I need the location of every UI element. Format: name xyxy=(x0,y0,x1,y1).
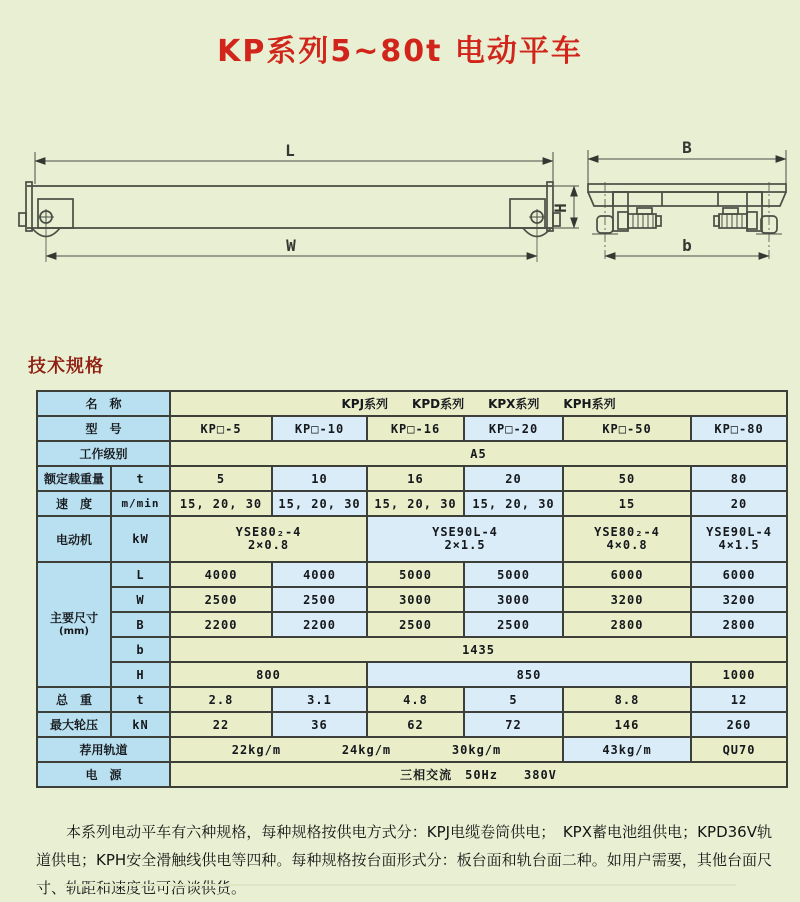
motor-label: 电动机 xyxy=(37,516,111,562)
speed-value: 15, 20, 30 xyxy=(464,491,563,516)
dims-label-text: 主要尺寸 xyxy=(49,610,98,625)
dim-value: 2500 xyxy=(170,587,272,612)
row-dim-W xyxy=(37,587,787,612)
power-label: 电 源 xyxy=(37,762,170,787)
row-dim-L xyxy=(37,562,787,587)
technical-drawing xyxy=(0,128,800,288)
motor-unit: kW xyxy=(111,516,170,562)
model-label: 型 号 xyxy=(37,416,170,441)
motor-power: 2×0.8 xyxy=(247,538,290,552)
model-value: KP□-16 xyxy=(367,416,464,441)
dim-label-b-upper: B xyxy=(682,138,692,157)
dim-value: 2800 xyxy=(691,612,787,637)
dim-value: 850 xyxy=(367,662,691,687)
model-value: KP□-50 xyxy=(563,416,691,441)
dim-key: b xyxy=(111,637,170,662)
wheelload-value: 62 xyxy=(367,712,464,737)
dim-value: 2500 xyxy=(464,612,563,637)
speed-value: 15 xyxy=(563,491,691,516)
right-buffer xyxy=(553,213,560,226)
wheelload-unit: kN xyxy=(111,712,170,737)
spec-table xyxy=(36,390,788,788)
dim-key: L xyxy=(111,562,170,587)
capacity-value: 20 xyxy=(464,466,563,491)
motor-model: YSE80₂-4 xyxy=(235,525,302,539)
description-paragraph: 本系列电动平车有六种规格，每种规格按供电方式分：KPJ电缆卷筒供电； KPX蓄电池组供电；KPD36V轨道供电；KPH安全滑触线供电等四种。每种规格按台面形式分：板台面和轨台面二种。如用户需要，其他台面尺寸、轨距和速度也可洽谈供货。 xyxy=(36,823,772,897)
dims-label xyxy=(37,562,111,687)
motor-cell xyxy=(367,516,563,562)
wheelload-value: 72 xyxy=(464,712,563,737)
wheelload-value: 260 xyxy=(691,712,787,737)
motor-cell xyxy=(170,516,367,562)
dim-value: 3200 xyxy=(563,587,691,612)
capacity-unit: t xyxy=(111,466,170,491)
capacity-value: 10 xyxy=(272,466,367,491)
model-value: KP□-5 xyxy=(170,416,272,441)
motor-model: YSE80₂-4 xyxy=(594,525,660,539)
duty-label: 工作级别 xyxy=(37,441,170,466)
dim-value: 3200 xyxy=(691,587,787,612)
end-view xyxy=(588,184,786,234)
row-capacity xyxy=(37,466,787,491)
page-title: KP系列5~80t 电动平车 xyxy=(217,34,583,69)
dim-label-h: H xyxy=(551,203,570,213)
row-dim-b xyxy=(37,637,787,662)
rail-label: 荐用轨道 xyxy=(37,737,170,762)
model-value: KP□-20 xyxy=(464,416,563,441)
rail-value: 24kg/m xyxy=(341,742,392,757)
dim-value: 6000 xyxy=(563,562,691,587)
wheelload-value: 146 xyxy=(563,712,691,737)
motor-model: YSE90L-4 xyxy=(706,525,772,539)
wheelload-value: 22 xyxy=(170,712,272,737)
capacity-label: 额定载重量 xyxy=(37,466,111,491)
rail-value: QU70 xyxy=(691,737,787,762)
name-value: KPJ系列 KPD系列 KPX系列 KPH系列 xyxy=(170,391,787,416)
dim-label-b-lower: b xyxy=(682,236,692,255)
motor-power: 4×0.8 xyxy=(606,538,648,552)
model-value: KP□-80 xyxy=(691,416,787,441)
speed-value: 15, 20, 30 xyxy=(367,491,464,516)
right-wheel-box xyxy=(510,199,545,228)
dim-value: 4000 xyxy=(272,562,367,587)
model-value: KP□-10 xyxy=(272,416,367,441)
capacity-value: 80 xyxy=(691,466,787,491)
dim-key: H xyxy=(111,662,170,687)
dim-value: 4000 xyxy=(170,562,272,587)
motor-cell xyxy=(691,516,787,562)
motor-cell xyxy=(563,516,691,562)
dim-value: 6000 xyxy=(691,562,787,587)
weight-value: 3.1 xyxy=(272,687,367,712)
motor-model: YSE90L-4 xyxy=(432,525,498,539)
weight-value: 12 xyxy=(691,687,787,712)
name-label: 名 称 xyxy=(37,391,170,416)
capacity-value: 50 xyxy=(563,466,691,491)
dim-key: W xyxy=(111,587,170,612)
side-view xyxy=(19,182,560,237)
left-motor xyxy=(618,208,661,229)
wheelload-value: 36 xyxy=(272,712,367,737)
dim-value: 3000 xyxy=(464,587,563,612)
dim-value: 800 xyxy=(170,662,367,687)
dim-label-l: L xyxy=(285,141,295,160)
left-wheel-box xyxy=(38,199,73,228)
dim-value: 2200 xyxy=(170,612,272,637)
dim-value: 2200 xyxy=(272,612,367,637)
duty-value: A5 xyxy=(170,441,787,466)
dim-label-w: W xyxy=(286,236,296,255)
dim-value: 2500 xyxy=(367,612,464,637)
weight-value: 8.8 xyxy=(563,687,691,712)
dims-unit-text: (mm) xyxy=(59,625,89,637)
power-value: 三相交流 50Hz 380V xyxy=(170,762,787,787)
row-dim-H xyxy=(37,662,787,687)
dim-value: 1435 xyxy=(170,637,787,662)
row-wheel-load xyxy=(37,712,787,737)
speed-unit: m/min xyxy=(111,491,170,516)
weight-unit: t xyxy=(111,687,170,712)
speed-value: 20 xyxy=(691,491,787,516)
footer-divider xyxy=(64,884,736,886)
right-motor xyxy=(714,208,757,229)
row-motor xyxy=(37,516,787,562)
wheelload-label: 最大轮压 xyxy=(37,712,111,737)
motor-power: 2×1.5 xyxy=(444,538,486,552)
motor-power: 4×1.5 xyxy=(718,538,760,552)
dim-value: 5000 xyxy=(464,562,563,587)
speed-label: 速 度 xyxy=(37,491,111,516)
row-speed xyxy=(37,491,787,516)
rail-merged-cell xyxy=(170,737,563,762)
weight-value: 2.8 xyxy=(170,687,272,712)
row-name xyxy=(37,391,787,416)
weight-value: 5 xyxy=(464,687,563,712)
dim-value: 2500 xyxy=(272,587,367,612)
row-weight xyxy=(37,687,787,712)
speed-value: 15, 20, 30 xyxy=(272,491,367,516)
weight-value: 4.8 xyxy=(367,687,464,712)
capacity-value: 5 xyxy=(170,466,272,491)
row-dim-B xyxy=(37,612,787,637)
dim-value: 2800 xyxy=(563,612,691,637)
spec-section-heading: 技术规格 xyxy=(28,356,104,377)
capacity-value: 16 xyxy=(367,466,464,491)
rail-value: 30kg/m xyxy=(451,742,502,757)
left-buffer xyxy=(19,213,26,226)
row-duty-class xyxy=(37,441,787,466)
speed-value: 15, 20, 30 xyxy=(170,491,272,516)
rail-value: 43kg/m xyxy=(563,737,691,762)
weight-label: 总 重 xyxy=(37,687,111,712)
dim-key: B xyxy=(111,612,170,637)
dim-value: 5000 xyxy=(367,562,464,587)
dim-value: 3000 xyxy=(367,587,464,612)
row-rail xyxy=(37,737,787,762)
row-power xyxy=(37,762,787,787)
row-model xyxy=(37,416,787,441)
side-view-dimensions xyxy=(35,152,579,262)
rail-value: 22kg/m xyxy=(231,742,282,757)
dim-value: 1000 xyxy=(691,662,787,687)
